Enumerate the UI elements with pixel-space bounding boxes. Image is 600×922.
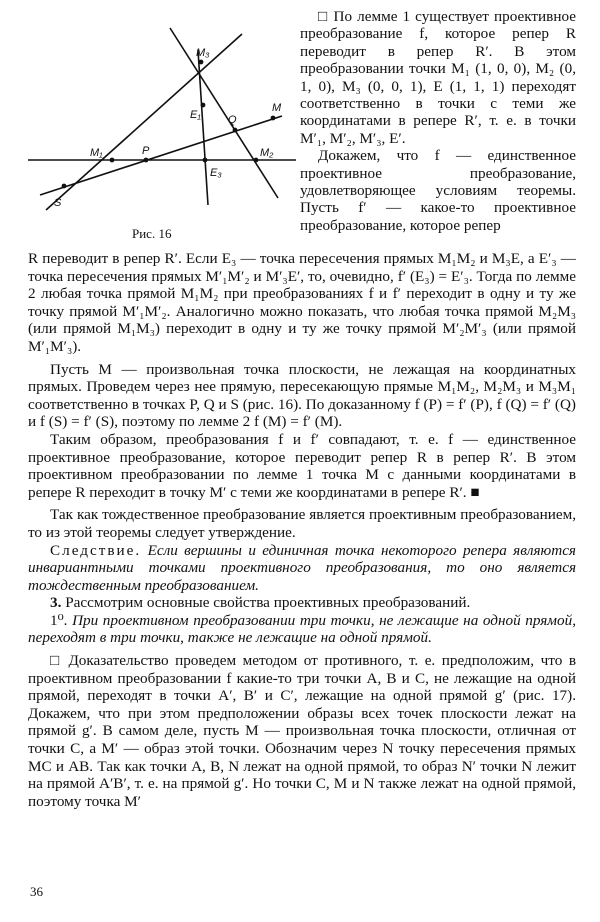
corollary-text: Если вершины и единичная точка некоторого репера являются инвариантными точками проективного преобразования, то оно является тождественным преобразованием. — [28, 541, 576, 594]
corollary-label: Следствие. — [50, 541, 142, 559]
label-m1: M₁ — [90, 147, 103, 159]
paragraph-conclusion: Таким образом, преобразования f и f′ совпадают, т. е. f — единственное проективное преобразование, которое переводит репер R в репер R′. В этом проективном преобразовании по лемме 1 точка M с данными координатами в репере R переходит в точку M′ с теми же координатами в репере R′. ■ — [28, 430, 576, 501]
label-e1: E₁ — [190, 109, 201, 121]
paragraph-identity: Так как тождественное преобразование является проективным преобразованием, то из этой теоремы следует утверждение. — [28, 506, 576, 541]
top-column-text — [300, 8, 576, 234]
line-transversal — [40, 116, 282, 195]
point-s — [62, 184, 67, 189]
figure-16 — [20, 10, 300, 225]
label-e3: E₃ — [210, 167, 222, 179]
label-m2: M₂ — [260, 147, 274, 159]
section-3 — [28, 594, 576, 612]
paragraph-arbitrary-point: Пусть M — произвольная точка плоскости, не лежащая на координатных прямых. Проведем через нее прямую, пересекающую прямые M₁M₂, M₂M₃ и M₃M₁ соответственно в точках P, Q и S (рис. 16). По доказанному f (P) = f′ (P), f (Q) = f′ (Q) и f (S) = f′ (S), поэтому по лемме 2 f (M) = f′ (M). — [28, 360, 576, 431]
label-m: M — [272, 102, 282, 114]
property-1-number: 1⁰. — [50, 611, 68, 629]
label-m3: M₃ — [196, 47, 210, 59]
main-text — [28, 250, 576, 810]
paragraph-proof: □ Доказательство проведем методом от противного, т. е. предположим, что в проективном преобразовании f какие-то три точки A, B и C, не лежащие на одной прямой, переходят в точки A′, B′ и C′, лежащие на одной прямой g′ (рис. 17). Докажем, что при этом предположении образы всех точек плоскости лежат на прямой g′. В самом деле, пусть M — произвольная точка плоскости, отличная от точки C, а M′ — образ этой точки. Обозначим через N точку пересечения прямых MC и AB. Так как точки A, B, N лежат на одной прямой, то образ N′ точки N лежит на прямой A′B′, т. е. на прямой g′. Но точки C, M и N также лежат на одной прямой, поэтому точка M′ — [28, 652, 576, 810]
paragraph-uniqueness: Докажем, что f — единственное проективное преобразование, удовлетворяющее условиям теоремы. Пусть f′ — какое-то проективное преобразование, которое репер — [300, 147, 576, 234]
point-m3 — [199, 60, 204, 65]
property-1-text: При проективном преобразовании три точки, не лежащие на одной прямой, переходят в три точки, также не лежащие на одной прямой. — [28, 611, 576, 647]
figure-caption: Рис. 16 — [132, 226, 172, 241]
property-1 — [28, 612, 576, 647]
label-s: S — [54, 197, 62, 209]
page-number: 36 — [30, 884, 43, 899]
point-e3 — [203, 158, 208, 163]
point-m — [271, 116, 276, 121]
label-q: Q — [228, 114, 237, 126]
paragraph-proof-start: □ По лемме 1 существует проективное преобразование f, которое репер R переводит в репер R′. В этом преобразовании точки M₁ (1, 0, 0), M₂ (0, 1, 0), M₃ (0, 0, 1), E (1, 1, 1) переходят соответственно в точки с теми же координатами в репере R′, т. е. в точки M′₁, M′₂, M′₃, E′. — [300, 8, 576, 147]
point-q — [233, 128, 238, 133]
section-3-text: Рассмотрим основные свойства проективных преобразований. — [61, 594, 471, 612]
figure-16-drawing — [20, 10, 300, 225]
section-3-number: 3. — [50, 594, 62, 612]
point-p — [144, 158, 149, 163]
label-p: P — [142, 145, 150, 157]
line-m2m3 — [170, 28, 278, 198]
paragraph-continuation: R переводит в репер R′. Если E₃ — точка пересечения прямых M₁M₂ и M₃E, а E′₃ — точка пересечения прямых M′₁M′₂ и M′₃E′, то, очевидно, f′ (E₃) = E′₃. Тогда по лемме 2 любая точка прямой M₁M₂ при преобразованиях f и f′ переходит в одну и ту же точку прямой M′₁M′₂. Аналогично можно показать, что любая точка прямой M₂M₃ (или прямой M₁M₃) переходит в одну и ту же точку прямой M′₂M′₃ (или прямой M′₁M′₃). — [28, 250, 576, 355]
full-width-text — [28, 250, 576, 810]
line-m3e — [198, 50, 208, 205]
point-m1 — [110, 158, 115, 163]
corollary — [28, 542, 576, 595]
point-m2 — [254, 158, 259, 163]
point-e1 — [201, 103, 206, 108]
